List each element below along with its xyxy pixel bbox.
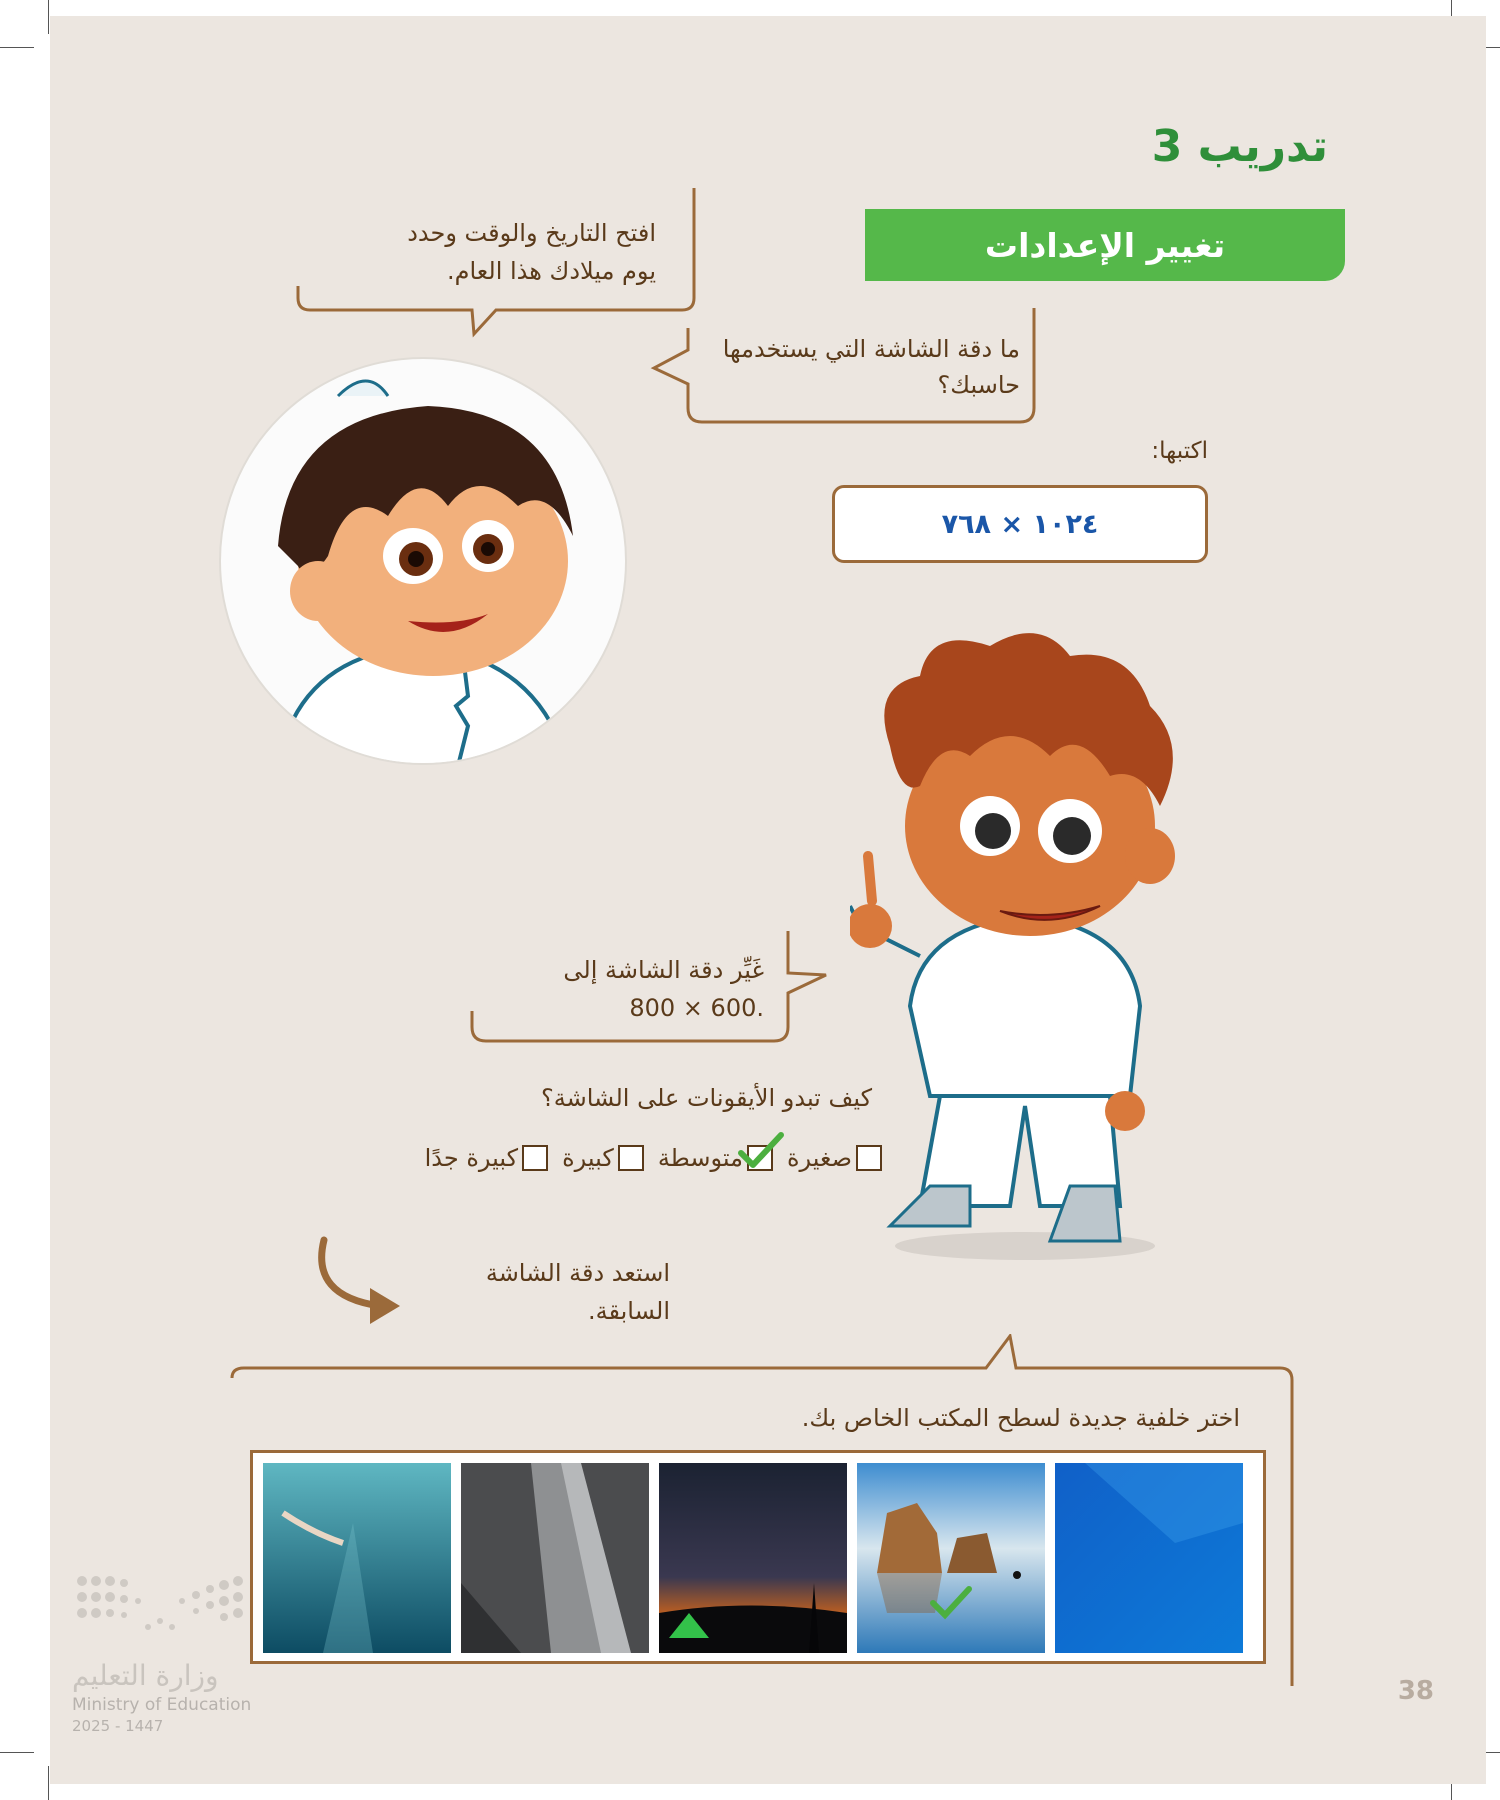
option-medium-label: متوسطة: [657, 1144, 743, 1172]
restore-instruction-line2: السابقة.: [587, 1297, 670, 1325]
section-title: تغيير الإعدادات: [984, 225, 1226, 265]
workbook-page: [50, 16, 1486, 1784]
option-small-checkbox[interactable]: [856, 1145, 882, 1171]
wallpaper-underwater[interactable]: [263, 1463, 451, 1653]
exercise-title: تدريب 3: [1151, 121, 1328, 172]
change-resolution-bubble: [470, 931, 830, 1061]
wallpaper-beach-rocks[interactable]: [857, 1463, 1045, 1653]
option-large[interactable]: [562, 1144, 644, 1172]
icon-size-options: [362, 1136, 882, 1180]
boy-character-illustration: [850, 626, 1200, 1266]
resolution-question-line1: ما دقة الشاشة التي يستخدمها: [722, 335, 1020, 363]
ministry-name-english: Ministry of Education: [72, 1695, 252, 1715]
option-large-checkbox[interactable]: [618, 1145, 644, 1171]
girl-character-avatar: [218, 356, 628, 766]
option-medium-checkbox[interactable]: [747, 1145, 773, 1171]
option-extra-large[interactable]: [425, 1144, 548, 1172]
icons-question: كيف تبدو الأيقونات على الشاشة؟: [541, 1084, 872, 1112]
wallpaper-windows-blue[interactable]: [1055, 1463, 1243, 1653]
ministry-dots-icon: [72, 1561, 252, 1651]
option-small[interactable]: [787, 1144, 882, 1172]
date-instruction-bubble: [296, 186, 696, 336]
crop-mark: [0, 47, 34, 48]
section-banner: [865, 209, 1345, 281]
option-large-label: كبيرة: [562, 1144, 614, 1172]
ministry-name-arabic: وزارة التعليم: [72, 1659, 219, 1692]
wallpaper-rock-cliff[interactable]: [461, 1463, 649, 1653]
resolution-question-line2: حاسبك؟: [937, 371, 1020, 399]
date-instruction-line1: افتح التاريخ والوقت وحدد: [407, 219, 656, 247]
resolution-question-bubble: [650, 308, 1050, 438]
wallpaper-instruction: اختر خلفية جديدة لسطح المكتب الخاص بك.: [801, 1404, 1240, 1432]
edition-year: 2025 - 1447: [72, 1717, 164, 1735]
restore-instruction-line1: استعد دقة الشاشة: [485, 1259, 670, 1287]
crop-mark: [48, 0, 49, 34]
change-resolution-line2: .600 × 800: [629, 994, 764, 1022]
option-medium[interactable]: [658, 1144, 773, 1172]
ministry-logo: [72, 1561, 272, 1735]
page-number: 38: [1397, 1676, 1434, 1706]
date-instruction-line2: يوم ميلادك هذا العام.: [447, 257, 656, 285]
checkmark-icon: [737, 1131, 785, 1171]
crop-mark: [48, 1766, 49, 1800]
change-resolution-line1: غَيِّر دقة الشاشة إلى: [563, 956, 764, 984]
crop-mark: [0, 1752, 34, 1753]
option-small-label: صغيرة: [786, 1144, 852, 1172]
restore-instruction: [430, 1254, 670, 1334]
resolution-answer-field[interactable]: [832, 485, 1208, 563]
wallpaper-milky-way[interactable]: [659, 1463, 847, 1653]
curved-arrow-icon: [310, 1236, 420, 1336]
option-extra-large-label: كبيرة جدًا: [424, 1144, 519, 1172]
resolution-answer-value: ١٠٢٤ × ٧٦٨: [941, 508, 1099, 540]
option-extra-large-checkbox[interactable]: [522, 1145, 548, 1171]
wallpaper-gallery: [250, 1450, 1266, 1664]
answer-label: اكتبها:: [1151, 438, 1208, 464]
